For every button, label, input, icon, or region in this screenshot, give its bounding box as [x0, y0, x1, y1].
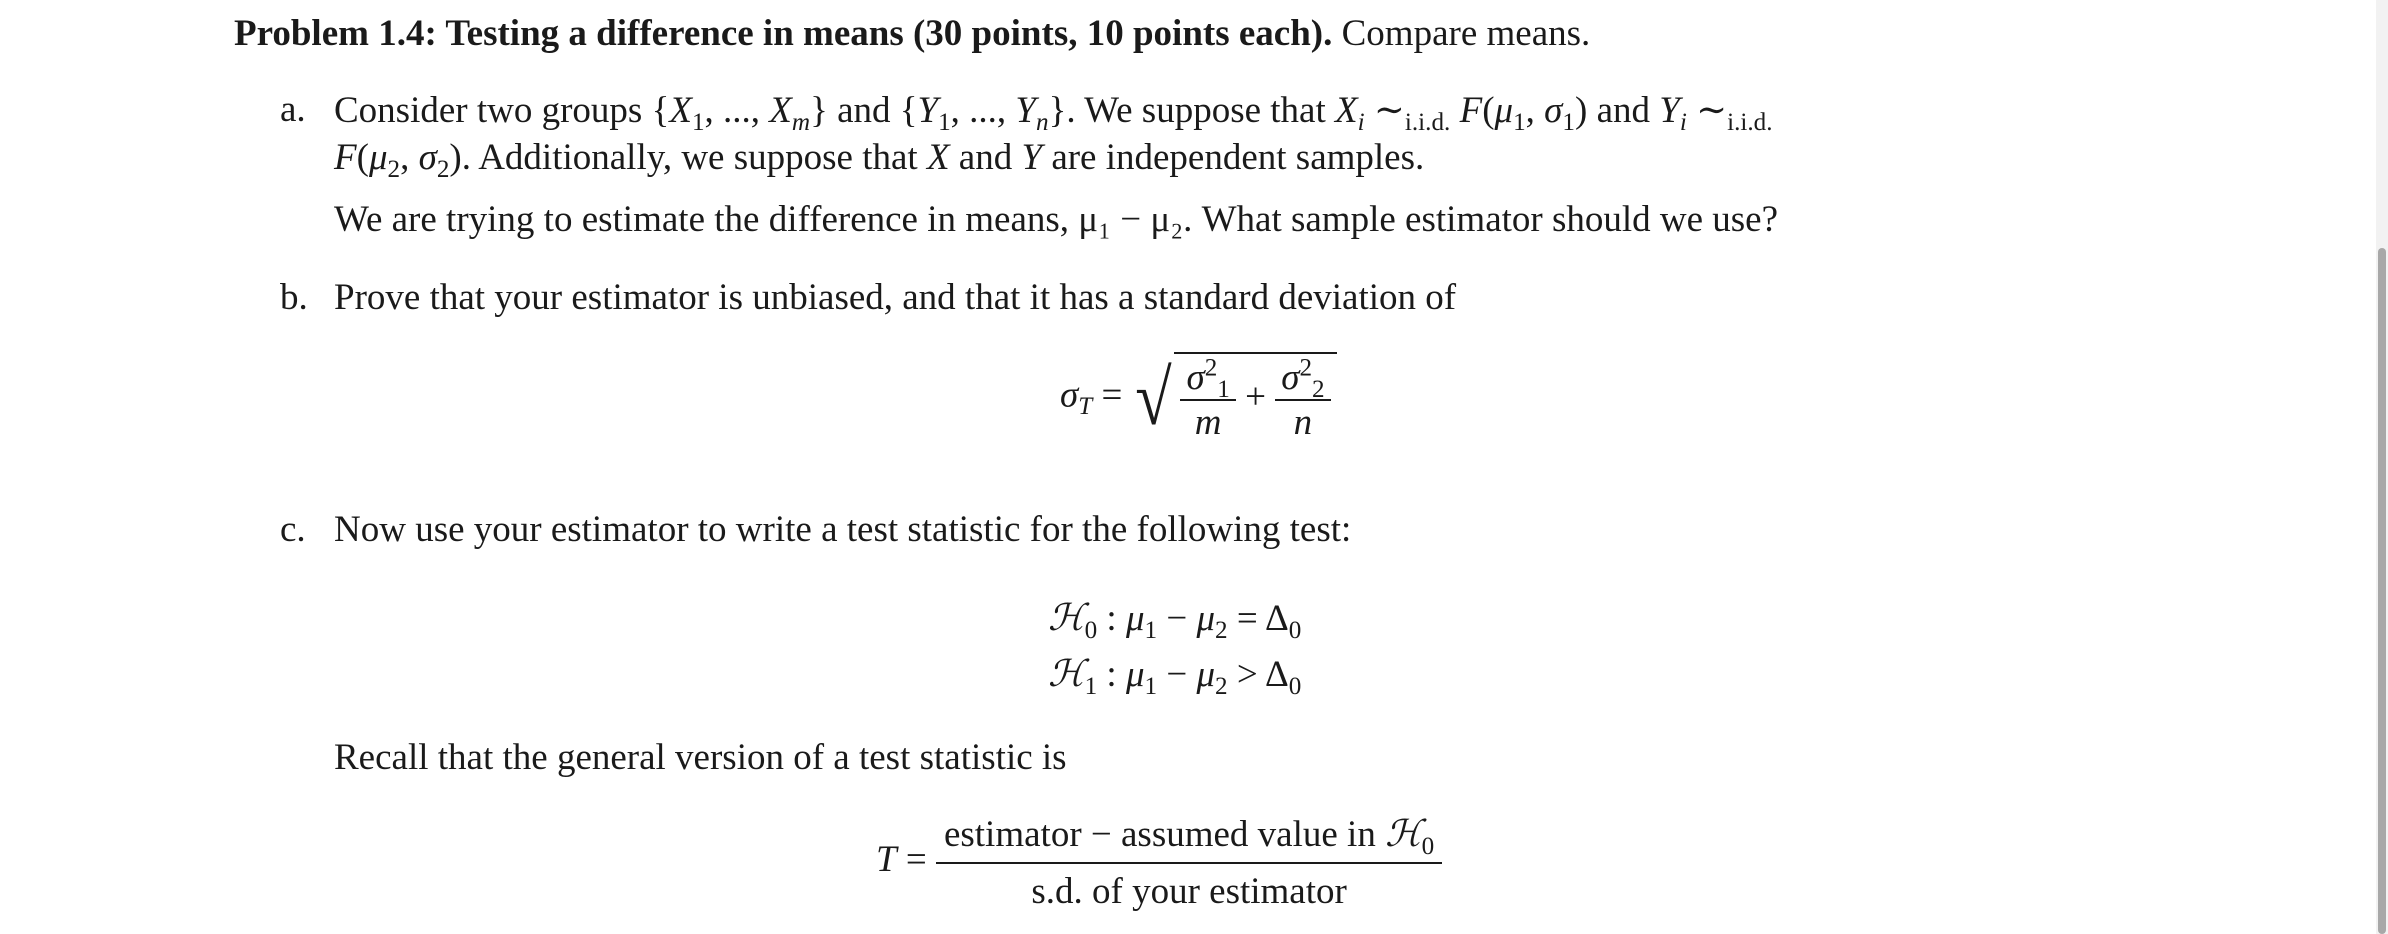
item-a-line2: $F(\mu_2$, $\sigma_2$). Additionally, we suppose that X and Y are independent samples.: [334, 137, 1425, 183]
item-a-line1: Consider two groups {$X_1$, ..., $X_m$} and {$Y_1$, ..., $Y_n$}. We suppose that $X_i$ $\sim_{i.i.d.}$ $F(\mu_1$, $\sigma_1$) and $Y_i$ $\sim_{i.i.d.}$: [334, 90, 1773, 136]
sigma-t-equation: $\sigma_T$ = √ $\frac{\sigma^2_1}{m}$ + $\frac{\sigma^2_2}{n}$: [1060, 352, 1337, 444]
problem-title-rest: Compare means.: [1341, 13, 1591, 54]
item-a-label: a.: [280, 89, 306, 130]
alternative-hypothesis: ℋ$_1$ : $\mu_1 - \mu_2 > \Delta_0$: [1048, 652, 1302, 700]
scrollbar-thumb[interactable]: [2378, 248, 2386, 934]
item-a-question: We are trying to estimate the difference in means, μ₁ − μ₂. What sample estimator should we use?: [334, 199, 1779, 240]
item-c-text: Now use your estimator to write a test statistic for the following test:: [334, 509, 1352, 550]
radical-sign: √: [1134, 354, 1172, 441]
problem-title-bold: Problem 1.4: Testing a difference in means (30 points, 10 points each).: [234, 13, 1333, 54]
item-b-text: Prove that your estimator is unbiased, and that it has a standard deviation of: [334, 277, 1457, 318]
null-hypothesis: ℋ$_0$ : $\mu_1 - \mu_2 = \Delta_0$: [1048, 596, 1302, 644]
sqrt-body: $\frac{\sigma^2_1}{m}$ + $\frac{\sigma^2_2}{n}$: [1174, 352, 1336, 444]
item-c-label: c.: [280, 509, 306, 550]
recall-text: Recall that the general version of a test statistic is: [334, 737, 1067, 778]
test-statistic-formula: T = $\frac{estimator - assumed value in ℋ_0}{\text{s.d. of your estimator}}$: [876, 812, 1442, 913]
vertical-scrollbar[interactable]: [2376, 0, 2388, 934]
item-b-label: b.: [280, 277, 308, 318]
problem-title: [234, 12, 1590, 55]
